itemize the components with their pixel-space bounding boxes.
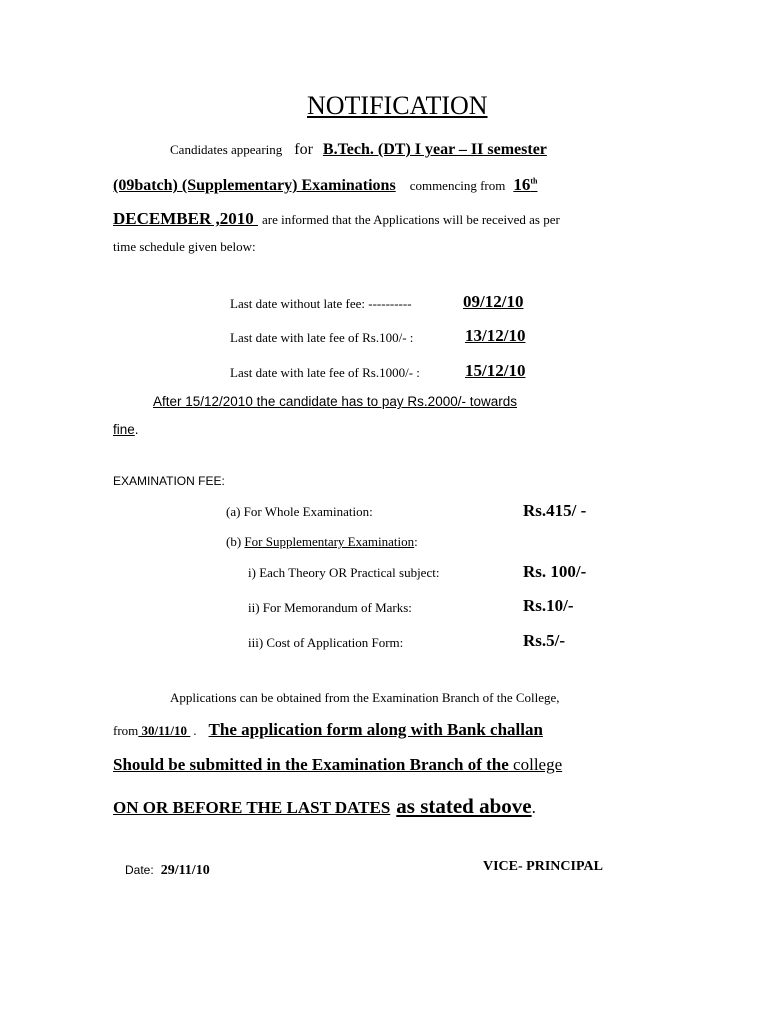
applications-stated-above-text: as stated above [396,794,532,818]
intro-batch-text: (09batch) (Supplementary) Examinations [113,177,396,194]
intro-month-text: DECEMBER ,2010 [113,209,258,228]
applications-submitted-text: Should be submitted in the Examination Branch of the [113,755,509,774]
exam-fee-b-label: For Supplementary Examination [244,534,415,549]
schedule-row-1-date: 09/12/10 [463,292,524,311]
intro-line-1 [170,142,547,158]
after-note-fine-text: fine [113,422,135,437]
intro-commencing-text: commencing from [409,178,506,193]
page-title: NOTIFICATION [307,91,488,120]
intro-course-text: B.Tech. (DT) I year – II semester [322,141,547,158]
footer-signatory: VICE- PRINCIPAL [483,859,603,874]
footer-date [125,862,210,878]
after-note-line-1: After 15/12/2010 the candidate has to pay Rs.2000/- towards [153,394,517,409]
applications-line-3 [113,756,562,774]
footer-date-label: Date: [125,863,154,877]
footer-date-value: 29/11/10 [160,863,210,878]
intro-line-3 [113,210,560,228]
applications-end-period: . [531,798,536,817]
schedule-row-1-label: Last date without late fee: ---------- [230,296,412,311]
applications-last-dates-text: ON OR BEFORE THE LAST DATES [113,798,391,817]
exam-fee-ii-label: ii) For Memorandum of Marks: [248,600,412,615]
intro-candidates-text: Candidates appearing [170,142,283,157]
schedule-row-3-date: 15/12/10 [465,361,526,380]
applications-dot: . [193,723,197,738]
exam-fee-a-label: (a) For Whole Examination: [226,504,373,519]
applications-line-1: Applications can be obtained from the Examination Branch of the College, [170,690,560,705]
applications-from-date: 30/11/10 [138,723,191,738]
applications-college-text: college [508,755,563,774]
intro-informed-text: are informed that the Applications will be received as per [261,212,560,227]
exam-fee-b-prefix: (b) [226,534,245,549]
intro-for-text: for [294,141,313,158]
exam-fee-i-label: i) Each Theory OR Practical subject: [248,565,440,580]
exam-fee-ii-value: Rs.10/- [523,596,574,615]
exam-fee-iii-label: iii) Cost of Application Form: [248,635,404,650]
schedule-row-3-label: Last date with late fee of Rs.1000/- : [230,365,420,380]
intro-line-4: time schedule given below: [113,239,256,254]
applications-from-label: from [113,723,139,738]
schedule-row-2-label: Last date with late fee of Rs.100/- : [230,330,414,345]
exam-fee-iii-value: Rs.5/- [523,631,566,650]
schedule-row-2-date: 13/12/10 [465,326,526,345]
exam-fee-heading: EXAMINATION FEE: [113,474,225,488]
applications-bold-text-1: The application form along with Bank challan [208,720,543,739]
exam-fee-a-value: Rs.415/ - [523,501,587,520]
exam-fee-i-value: Rs. 100/- [523,562,587,581]
intro-line-2 [113,176,537,194]
exam-fee-b-label-line [226,535,418,548]
exam-fee-b-colon: : [414,534,418,549]
applications-line-2 [113,721,543,739]
applications-line-4 [113,796,536,817]
after-note-line-2 [113,422,139,438]
after-note-period: . [134,422,139,437]
intro-day-text: 16th [513,175,538,194]
